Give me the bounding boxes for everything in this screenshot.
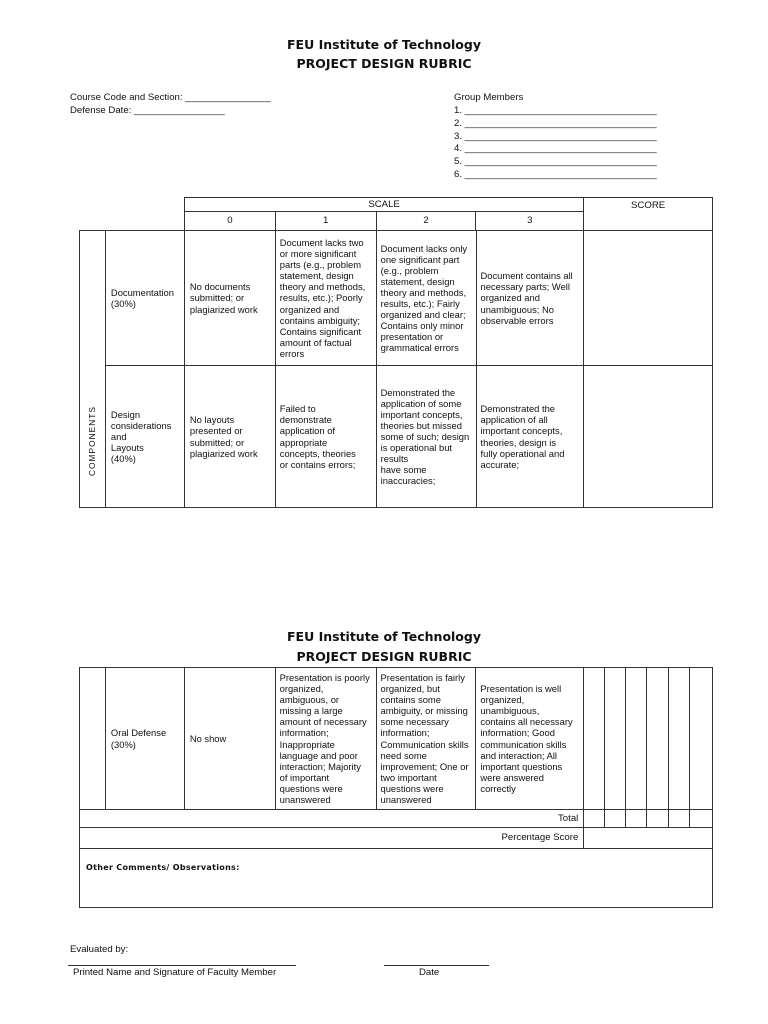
date-line[interactable] <box>384 965 489 966</box>
scale-value-1: 1 <box>275 212 376 231</box>
components-label-cell <box>80 668 106 810</box>
group-member-line: 5. ____________________________________ <box>454 156 657 167</box>
table-row <box>80 668 713 810</box>
scale-2-cell: Demonstrated the application of some important concepts, theories but missed some of such; design is operational but results have some inaccuracies; <box>376 366 476 508</box>
faculty-signature-label: Printed Name and Signature of Faculty Member <box>73 967 277 978</box>
institution-title: FEU Institute of Technology <box>287 37 481 52</box>
total-label: Total <box>80 810 584 828</box>
scale-0-cell: No show <box>184 668 275 810</box>
total-row <box>80 810 713 828</box>
score-subcell[interactable] <box>647 810 669 828</box>
components-label-cell <box>80 231 106 508</box>
rubric-table <box>79 230 713 508</box>
scale-header: SCALE <box>185 198 584 212</box>
group-member-line: 3. ____________________________________ <box>454 131 657 142</box>
rubric-title: PROJECT DESIGN RUBRIC <box>296 649 472 664</box>
component-name: Design considerations and Layouts (40%) <box>105 366 184 508</box>
scale-1-cell: Presentation is poorly organized, ambiguous, or missing a large amount of necessary information; Inappropriate language and poor interaction; Majority of important questions were unanswered <box>275 668 376 810</box>
comments-box[interactable] <box>80 849 713 908</box>
comments-row <box>80 849 713 908</box>
scale-2-cell: Presentation is fairly organized, but contains some ambiguity, or missing some necessary information; Communication skills need some improvement; One or two important questions were unanswered <box>376 668 476 810</box>
score-subcell[interactable] <box>669 810 690 828</box>
percentage-score-cell[interactable] <box>584 828 713 849</box>
scale-0-cell: No documents submitted; or plagiarized work <box>184 231 275 366</box>
score-subcell[interactable] <box>689 668 712 810</box>
rubric-title: PROJECT DESIGN RUBRIC <box>296 56 472 71</box>
percentage-label: Percentage Score <box>80 828 584 849</box>
scale-0-cell: No layouts presented or submitted; or plagiarized work <box>184 366 275 508</box>
score-subcell[interactable] <box>647 668 669 810</box>
course-code-field: Course Code and Section: ________________ <box>70 92 271 103</box>
score-cell[interactable] <box>584 231 713 366</box>
component-name: Documentation (30%) <box>105 231 184 366</box>
score-subcell[interactable] <box>584 668 605 810</box>
score-subcell[interactable] <box>626 668 647 810</box>
score-header: SCORE <box>584 198 713 231</box>
scale-value-3: 3 <box>476 212 584 231</box>
scale-header-table <box>184 197 713 231</box>
defense-date-field: Defense Date: _________________ <box>70 105 225 116</box>
scale-2-cell: Document lacks only one significant part (e.g., problem statement, design theory and methods, results, etc.); Fairly organized and clear; Contains only minor presentation or grammatical errors <box>376 231 476 366</box>
score-subcell[interactable] <box>626 810 647 828</box>
signature-line[interactable] <box>68 965 296 966</box>
table-row <box>80 231 713 366</box>
percentage-row <box>80 828 713 849</box>
score-subcell[interactable] <box>669 668 690 810</box>
date-label: Date <box>419 967 440 978</box>
table-row <box>80 366 713 508</box>
scale-value-0: 0 <box>185 212 276 231</box>
component-name: Oral Defense (30%) <box>105 668 184 810</box>
group-member-line: 6. ____________________________________ <box>454 169 657 180</box>
score-subcell[interactable] <box>605 668 626 810</box>
group-member-line: 4. ____________________________________ <box>454 143 657 154</box>
scale-1-cell: Document lacks two or more significant parts (e.g., problem statement, design theory and methods, results, etc.); Poorly organized and contains ambiguity; Contains significant amount of factual errors <box>275 231 376 366</box>
score-cell[interactable] <box>584 366 713 508</box>
group-member-line: 2. ____________________________________ <box>454 118 657 129</box>
evaluated-by-label: Evaluated by: <box>70 944 129 955</box>
comments-label: Other Comments/ Observations: <box>86 863 240 872</box>
components-label: COMPONENTS <box>87 405 98 477</box>
scale-1-cell: Failed to demonstrate application of appropriate concepts, theories or contains errors; <box>275 366 376 508</box>
score-subcell[interactable] <box>584 810 605 828</box>
scale-3-cell: Document contains all necessary parts; Well organized and unambiguous; No observable errors <box>476 231 584 366</box>
scale-3-cell: Demonstrated the application of all important concepts, theories, design is fully operational and accurate; <box>476 366 584 508</box>
group-member-line: 1. ____________________________________ <box>454 105 657 116</box>
institution-title: FEU Institute of Technology <box>287 629 481 644</box>
score-subcell[interactable] <box>605 810 626 828</box>
score-subcell[interactable] <box>689 810 712 828</box>
group-members-label: Group Members <box>454 92 524 103</box>
oral-defense-table <box>79 667 713 908</box>
scale-3-cell: Presentation is well organized, unambiguous, contains all necessary information; Good communication skills and interaction; All important questions were answered correctly <box>476 668 584 810</box>
scale-value-2: 2 <box>376 212 476 231</box>
